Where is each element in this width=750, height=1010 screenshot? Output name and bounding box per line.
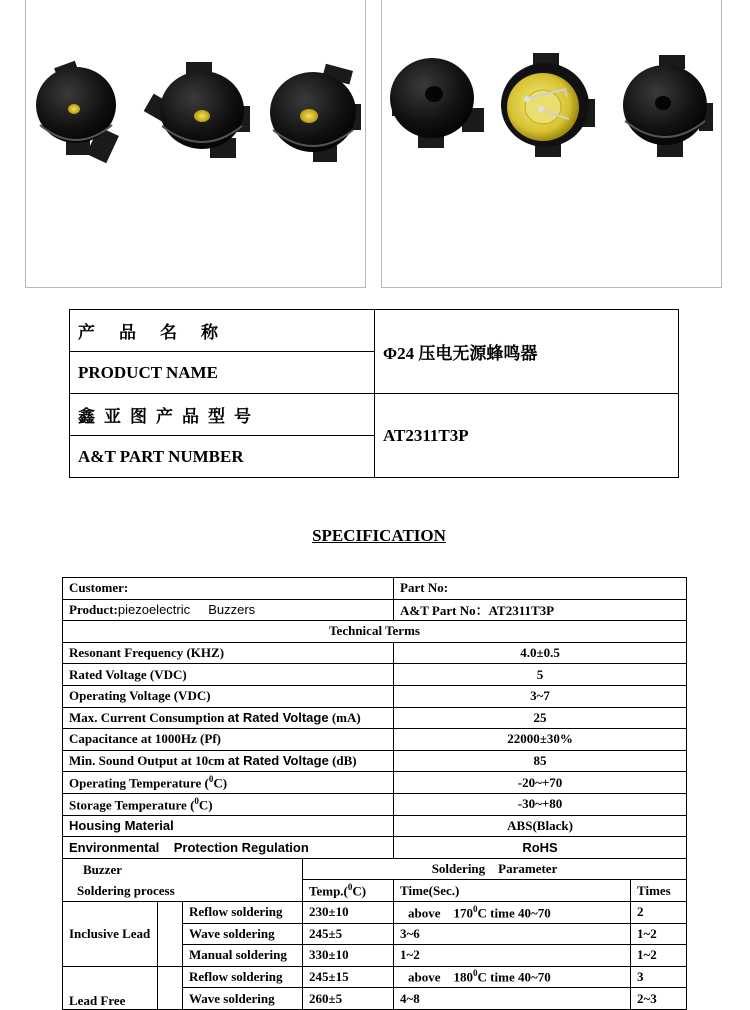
spec-value: -20~+70 bbox=[394, 772, 687, 794]
soldering-temp: 260±5 bbox=[303, 988, 394, 1010]
soldering-parameter-header: Soldering Parameter bbox=[303, 858, 687, 880]
spec-row bbox=[63, 837, 687, 859]
spec-label: Rated Voltage (VDC) bbox=[63, 664, 394, 686]
spec-row bbox=[63, 815, 687, 837]
spec-row bbox=[63, 750, 687, 772]
soldering-temp: 330±10 bbox=[303, 945, 394, 967]
lead-free-label: Lead Free bbox=[63, 966, 158, 1009]
spacer-cell bbox=[158, 966, 183, 1009]
soldering-times: 3 bbox=[631, 966, 687, 988]
spec-label: Capacitance at 1000Hz (Pf) bbox=[63, 729, 394, 751]
spec-label: Operating Temperature ($^0$C) bbox=[63, 772, 394, 794]
spec-value: 85 bbox=[394, 750, 687, 772]
soldering-method: Wave soldering bbox=[183, 988, 303, 1010]
buzzer-4 bbox=[390, 58, 484, 148]
spec-label: Resonant Frequency (KHZ) bbox=[63, 642, 394, 664]
product-name-value: Φ24 压电无源蜂鸣器 bbox=[375, 310, 679, 394]
spec-row bbox=[63, 664, 687, 686]
spec-value: 22000±30% bbox=[394, 729, 687, 751]
spec-value: ABS(Black) bbox=[394, 815, 687, 837]
spec-value: 5 bbox=[394, 664, 687, 686]
buzzer-6 bbox=[623, 55, 713, 157]
specification-title: SPECIFICATION bbox=[312, 526, 446, 545]
spec-label: Min. Sound Output at 10cm at Rated Voltage (dB) bbox=[63, 750, 394, 772]
product-photo-left bbox=[25, 0, 366, 288]
soldering-process-header: Buzzer Soldering process bbox=[63, 858, 303, 901]
soldering-temp: 230±10 bbox=[303, 901, 394, 923]
soldering-time: 3~6 bbox=[394, 923, 631, 945]
spec-row bbox=[63, 685, 687, 707]
technical-terms-header: Technical Terms bbox=[63, 621, 687, 643]
spec-label: Max. Current Consumption at Rated Voltage (mA) bbox=[63, 707, 394, 729]
product-photo-right bbox=[381, 0, 722, 288]
customer-row bbox=[63, 578, 687, 600]
inclusive-lead-label: Inclusive Lead bbox=[63, 901, 158, 966]
soldering-row bbox=[63, 966, 687, 988]
spec-row bbox=[63, 793, 687, 815]
soldering-times: 1~2 bbox=[631, 945, 687, 967]
buzzer-photo-left-image bbox=[26, 0, 367, 288]
buzzer-3 bbox=[270, 64, 361, 162]
soldering-header-row bbox=[63, 858, 687, 880]
at-part-cell: A&T Part No：AT2311T3P bbox=[394, 599, 687, 621]
product-name-cn-label: 产品名称 bbox=[70, 310, 375, 352]
spec-label: Environmental Protection Regulation bbox=[63, 837, 394, 859]
specification-table bbox=[62, 577, 687, 1010]
spec-row bbox=[63, 772, 687, 794]
soldering-method: Reflow soldering bbox=[183, 966, 303, 988]
spec-row bbox=[63, 642, 687, 664]
buzzer-1 bbox=[36, 61, 119, 163]
part-number-cn-label: 鑫亚图产品型号 bbox=[70, 394, 375, 436]
spec-row bbox=[63, 707, 687, 729]
soldering-method: Wave soldering bbox=[183, 923, 303, 945]
product-row bbox=[63, 599, 687, 621]
spacer-cell bbox=[158, 901, 183, 966]
buzzer-2 bbox=[144, 62, 250, 158]
spec-value: RoHS bbox=[394, 837, 687, 859]
spec-value: -30~+80 bbox=[394, 793, 687, 815]
part-number-value: AT2311T3P bbox=[375, 394, 679, 478]
spec-label: Housing Material bbox=[63, 815, 394, 837]
soldering-times: 1~2 bbox=[631, 923, 687, 945]
times-header: Times bbox=[631, 880, 687, 902]
soldering-times: 2 bbox=[631, 901, 687, 923]
soldering-method: Manual soldering bbox=[183, 945, 303, 967]
spec-row bbox=[63, 729, 687, 751]
soldering-temp: 245±15 bbox=[303, 966, 394, 988]
technical-terms-row bbox=[63, 621, 687, 643]
product-info-table bbox=[69, 309, 679, 478]
soldering-row bbox=[63, 901, 687, 923]
product-name-en-label: PRODUCT NAME bbox=[70, 352, 375, 394]
spec-label: Operating Voltage (VDC) bbox=[63, 685, 394, 707]
part-number-en-label: A&T PART NUMBER bbox=[70, 436, 375, 478]
spec-value: 4.0±0.5 bbox=[394, 642, 687, 664]
soldering-times: 2~3 bbox=[631, 988, 687, 1010]
buzzer-5 bbox=[501, 53, 595, 157]
customer-label: Customer: bbox=[63, 578, 394, 600]
product-cell: Product:piezoelectric Buzzers bbox=[63, 599, 394, 621]
time-header: Time(Sec.) bbox=[394, 880, 631, 902]
temp-header: Temp.($^0$C) bbox=[303, 880, 394, 902]
soldering-method: Reflow soldering bbox=[183, 901, 303, 923]
buzzer-photo-right-image bbox=[382, 0, 723, 288]
soldering-time: above $180^0C$ time 40~70 bbox=[394, 966, 631, 988]
soldering-time: 1~2 bbox=[394, 945, 631, 967]
soldering-time: 4~8 bbox=[394, 988, 631, 1010]
spec-label: Storage Temperature ($^0$C) bbox=[63, 793, 394, 815]
spec-value: 3~7 bbox=[394, 685, 687, 707]
part-no-label: Part No: bbox=[394, 578, 687, 600]
spec-value: 25 bbox=[394, 707, 687, 729]
soldering-time: above $170^0C$ time 40~70 bbox=[394, 901, 631, 923]
soldering-temp: 245±5 bbox=[303, 923, 394, 945]
